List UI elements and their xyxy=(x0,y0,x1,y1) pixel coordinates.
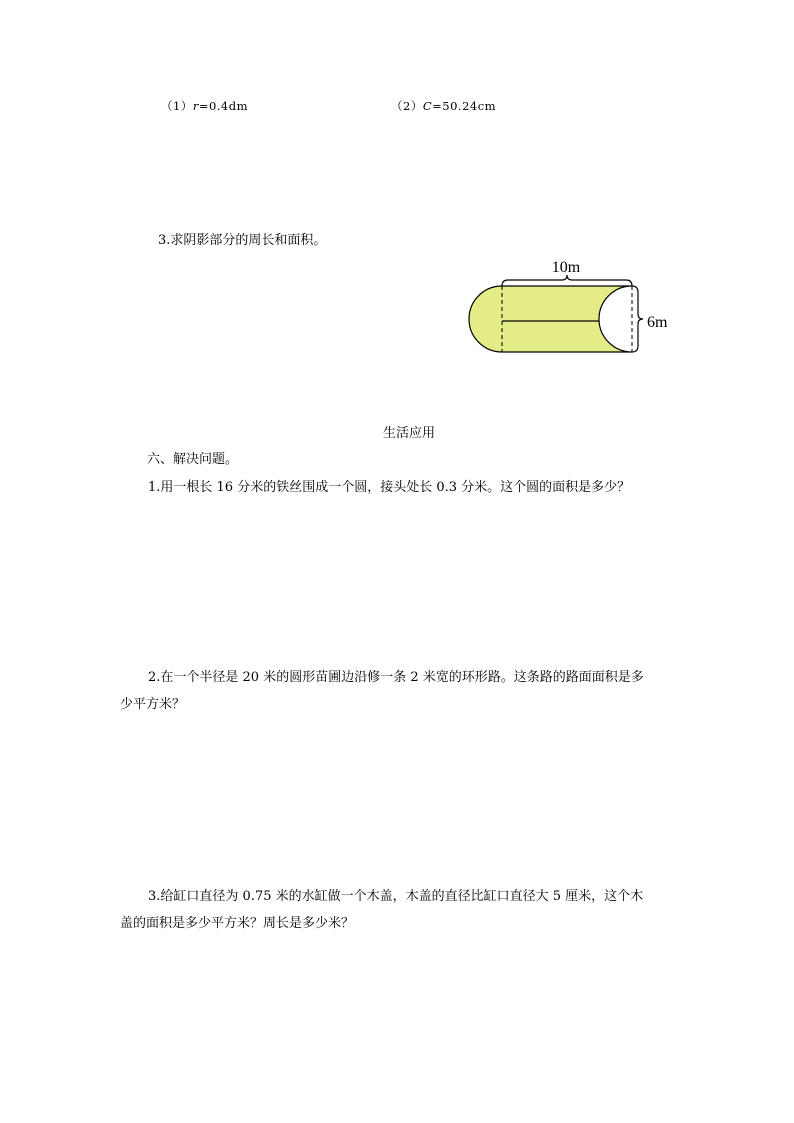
problem-3-line-2: 盖的面积是多少平方米？周长是多少米？ xyxy=(120,916,355,931)
right-brace xyxy=(632,286,643,352)
problem-2-line-1: 2.在一个半径是 20 米的圆形苗圃边沿修一条 2 米宽的环形路。这条路的路面面积是多 xyxy=(148,670,644,685)
section-heading: 六、解决问题。 xyxy=(147,452,239,467)
item-1-number: （1） xyxy=(161,99,193,113)
top-brace xyxy=(502,275,632,286)
item-2 xyxy=(391,98,496,114)
label-10m: 10m xyxy=(551,259,581,276)
label-6m: 6m xyxy=(647,314,668,331)
problem-1: 1.用一根长 16 分米的铁丝围成一个圆，接头处长 0.3 分米。这个圆的面积是多少？ xyxy=(148,480,631,495)
item-1 xyxy=(161,98,248,114)
problem-2-line-2: 少平方米？ xyxy=(120,697,186,712)
section-title: 生活应用 xyxy=(383,426,436,441)
item-2-number: （2） xyxy=(391,99,423,113)
item-2-variable: C xyxy=(422,99,433,113)
shaded-figure xyxy=(462,256,682,368)
item-1-value: =0.4dm xyxy=(198,99,249,113)
item-1-variable: r xyxy=(192,99,199,113)
question-3-shaded: 3.求阴影部分的周长和面积。 xyxy=(158,233,327,248)
problem-3-line-1: 3.给缸口直径为 0.75 米的水缸做一个木盖，木盖的直径比缸口直径大 5 厘米，这个木 xyxy=(148,889,644,904)
shaded-region xyxy=(469,286,632,352)
item-2-value: =50.24cm xyxy=(432,99,497,113)
